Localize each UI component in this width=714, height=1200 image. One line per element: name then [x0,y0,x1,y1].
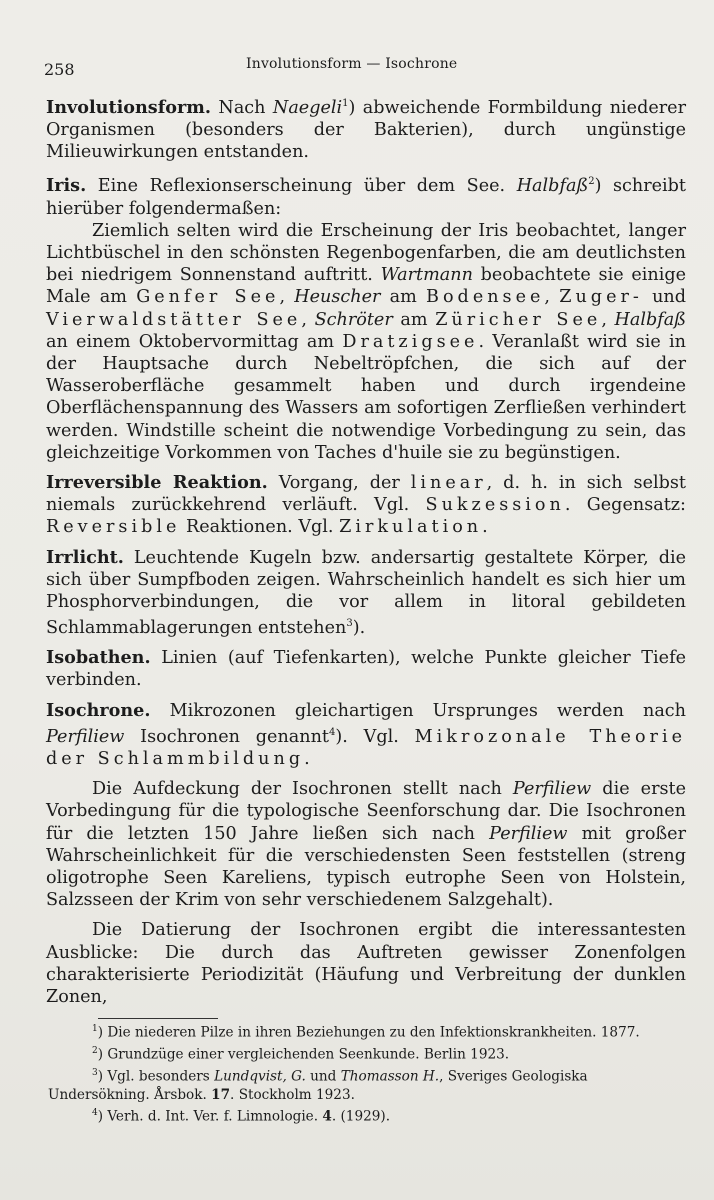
author-name: Halbfaß [614,309,687,330]
entry-isobathen [46,647,686,691]
author-name: Wartmann [380,265,473,286]
footnote-ref: 4 [329,726,336,738]
quote-text: beobachtete sie einige Male am [46,265,686,308]
footnote-ref: 2 [588,176,595,188]
footnote-1 [48,1020,688,1042]
entry-text: Isochronen genannt [124,726,330,747]
entry-term: Involutionsform. [46,96,212,118]
body-text: Die Aufdeckung der Isochronen stellt nach [92,779,513,800]
footnote-text: . Stockholm 1923. [230,1086,355,1103]
entry-term: Iris. [46,175,87,197]
cross-reference: Mikrozonale Theorie der Schlammbildung [46,726,686,769]
page-number: 258 [44,60,75,79]
entry-term: Irrlicht. [46,546,124,568]
entry-text: Eine Reflexionserscheinung über dem See. [86,176,517,197]
entry-text: Linien (auf Tiefenkarten), welche Punkte gleicher Tiefe verbinden. [46,648,686,691]
entry-irreversible-reaktion [46,472,686,539]
footnote-number: 1 [92,1024,98,1034]
quote-text: am [380,287,427,308]
main-text [46,93,686,1016]
footnote-ref: 3 [346,618,353,630]
author-name: Perfiliew [46,726,125,747]
quote-text: , [279,287,295,308]
entry-text: ) abweichende Formbildung niederer Organismen (besonders der Bakterien), durch ungünstige Milieuwirkungen entstanden. [46,97,686,163]
entry-term: Isobathen. [46,647,151,669]
footnote-rule [98,1018,218,1019]
entry-text: . Gegensatz: [564,495,686,516]
page-header [44,56,674,80]
cross-reference: Zirkulation [339,517,483,538]
entry-text: Mikrozonen gleichartigen Ursprunges werden nach [150,700,686,721]
footnote-number: 4 [92,1108,98,1119]
footnote-3 [48,1064,688,1104]
entry-text: . [482,517,488,538]
quote-text: . Veranlaßt wird sie in der Hauptsache durch Nebeltröpfchen, die sich auf der Wasseroberfläche gesammelt haben und durch irgendeine Oberflächenspannung des Wassers am sofortigen Zerfließen verhindert werden. Windstille scheint die notwendige Vorbedingung zu sein, das gleichzeitige Vorkommen von Taches d'huile sie zu begünstigen. [46,331,686,463]
entry-text: ). Vgl. [335,726,415,747]
footnote-4 [48,1104,688,1126]
quote-text: an einem Oktobervormittag am [46,331,343,352]
place-name: Zuger- [559,287,643,308]
volume-number: 4 [322,1108,332,1125]
entry-text: Vorgang, der [267,472,411,493]
entry-text: Reaktionen. Vgl. [180,517,340,538]
entry-involutionsform [46,93,686,163]
quote-text: , [544,287,560,308]
footnotes [48,1020,688,1126]
entry-text: ) schreibt hierüber folgendermaßen: [46,176,687,219]
volume-number: 17 [211,1086,231,1103]
cross-reference: Reversible [46,517,181,538]
isochrone-paragraph-2 [46,778,686,911]
body-text: die erste Vorbedingung für die typologische Seenforschung dar. Die Isochronen für die letzten 150 Jahre ließen sich nach [46,779,686,844]
author-name: Heuscher [294,287,381,308]
author-name: Halbfaß [516,176,589,197]
footnote-text: ) Grundzüge einer vergleichenden Seenkunde. Berlin 1923. [97,1046,510,1063]
entry-irrlicht [46,547,686,640]
footnote-text: ) Die niederen Pilze in ihren Beziehungen zu den Infektionskrankheiten. 1877. [97,1024,640,1041]
author-name: Lundqvist, G. [214,1068,306,1085]
footnote-text: , Sveriges Geologiska Undersökning. Årsbok. [48,1068,588,1103]
place-name: Züricher See [435,309,602,330]
author-name: Perfiliew [512,779,592,800]
footnote-text: . (1929). [331,1108,391,1125]
running-title: Involutionsform — Isochrone [246,56,458,72]
place-name: Vierwaldstätter See [46,309,302,330]
spaced-word: linear [410,472,487,493]
author-name: Perfiliew [489,823,568,844]
isochrone-paragraph-3 [46,919,686,1008]
quote-text: Ziemlich selten wird die Erscheinung der Iris beobachtet, langer Lichtbüschel in den schönsten Regenbogenfarben, die am deutlichsten bei niedrigem Sonnenstand auftritt. [46,220,686,286]
quote-text: am [392,309,436,330]
author-name: Naegeli [272,97,343,118]
place-name: Genfer See [136,287,280,308]
quote-text: , [601,309,615,330]
entry-text: . [304,748,310,769]
quote-text: , [301,309,315,330]
footnote-text: ) Vgl. besonders [97,1068,215,1085]
footnote-2 [48,1042,688,1064]
author-name: Schröter [314,309,393,330]
author-name: Thomasson H. [340,1068,440,1085]
entry-term: Isochrone. [46,699,151,721]
entry-iris [46,171,686,219]
footnote-text: ) Verh. d. Int. Ver. f. Limnologie. [97,1108,323,1125]
cross-reference: Sukzession [425,495,565,516]
entry-text: Nach [211,97,273,118]
quote-text: und [642,287,686,308]
footnote-text: und [305,1068,341,1085]
place-name: Dratzigsee [342,331,479,352]
place-name: Bodensee [426,287,545,308]
body-text: mit großer Wahrscheinlichkeit für die verschiedensten Seen feststellen (streng oligotrophe Seen Kareliens, typisch eutrophe Seen von Holstein, Salzsseen der Krim von sehr verschiedenem Salzgehalt). [46,823,686,911]
entry-isochrone [46,700,686,770]
footnote-number: 2 [92,1045,98,1056]
footnote-ref: 1 [342,98,349,109]
entry-text: ). [352,618,366,639]
entry-text: , d. h. in sich selbst niemals zurückkehrend verläuft. Vgl. [46,472,686,516]
body-text: Die Datierung der Isochronen ergibt die interessantesten Ausblicke: Die durch das Auftreten gewisser Zonenfolgen charakterisierte Periodizität (Häufung und Verbreitung der dunklen Zonen, [46,920,686,1007]
footnote-number: 3 [92,1067,98,1078]
entry-term: Irreversible Reaktion. [46,471,268,493]
iris-quote [46,220,686,464]
entry-text: Leuchtende Kugeln bzw. andersartig gestaltete Körper, die sich über Sumpfboden zeigen. Wahrscheinlich handelt es sich hier um Phosphorverbindungen, die vor allem in litoral gebildeten Schlammablagerungen entstehen [46,547,686,639]
